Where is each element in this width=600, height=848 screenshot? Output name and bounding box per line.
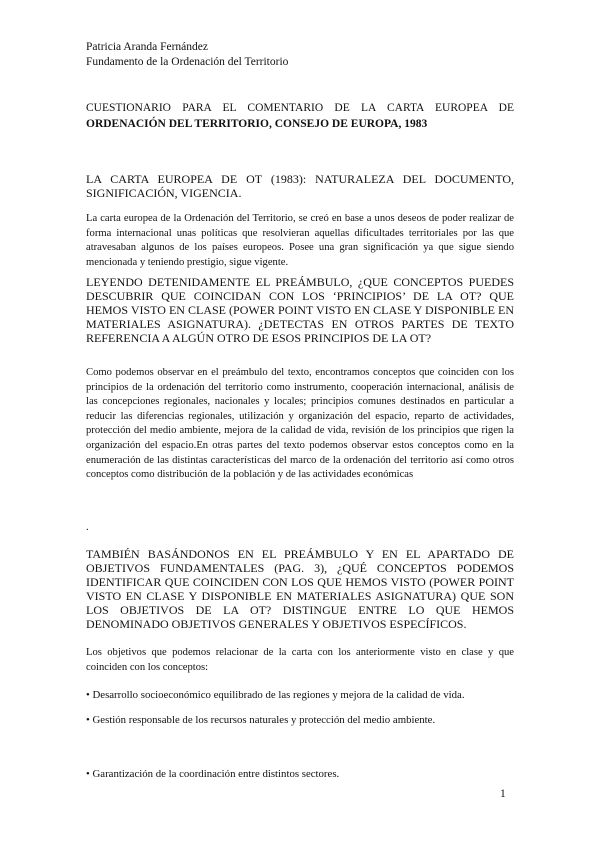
answer-2: Como podemos observar en el preámbulo del texto, encontramos conceptos que coinciden con los principios de la ordenación del territorio como instrumento, cooperación internacional, análisis de las concepciones regionales, nacionales y locales; principios comunes destinados en particular a reducir las diferencias regionales, utilización y organización del espacio, reparto de actividades, protección del medio ambiente, mejora de la calidad de vida, revisión de los principios que rigen la organización del espacio.En otras partes del texto podemos observar estos conceptos como en la enumeración de las distintas características del marco de la ordenación del territorio así como otros conceptos como distribución de la población y de las actividades económicas xyxy=(86,367,514,481)
list-item: • Desarrollo socioeconómico equilibrado de las regiones y mejora de la calidad de vida. xyxy=(86,689,465,701)
document-title xyxy=(86,100,514,132)
title-line-1: CUESTIONARIO PARA EL COMENTARIO DE LA CARTA EUROPEA DE xyxy=(86,102,514,114)
question-2: LEYENDO DETENIDAMENTE EL PREÁMBULO, ¿QUE CONCEPTOS PUEDES DESCUBRIR QUE COINCIDAN CON LOS ‘PRINCIPIOS’ DE LA OT? QUE HEMOS VISTO EN CLASE (POWER POINT VISTO EN CLASE Y DISPONIBLE EN MATERIALES ASIGNATURA). ¿DETECTAS EN OTROS PARTES DE TEXTO REFERENCIA A ALGÚN OTRO DE ESOS PRINCIPIOS DE LA OT? xyxy=(86,275,514,345)
page-number: 1 xyxy=(500,788,506,800)
answer-3-intro: Los objetivos que podemos relacionar de la carta con los anteriormente visto en clase y que coinciden con los conceptos: xyxy=(86,647,514,673)
answer-1: La carta europea de la Ordenación del Territorio, se creó en base a unos deseos de poder realizar de forma internacional unas políticas que resolvieran aquellas dificultades territoriales por las que atravesaban algunos de los países europeos. Posee una gran significación ya que sigue siendo mencionada y teniendo prestigio, sigue vigente. xyxy=(86,213,514,268)
course-name: Fundamento de la Ordenación del Territorio xyxy=(86,56,289,68)
answer-2-trailing-mark: . xyxy=(86,522,89,533)
document-header xyxy=(86,40,514,70)
title-line-2: ORDENACIÓN DEL TERRITORIO, CONSEJO DE EUROPA, 1983 xyxy=(86,118,428,130)
list-item: • Gestión responsable de los recursos naturales y protección del medio ambiente. xyxy=(86,714,436,726)
list-item: • Garantización de la coordinación entre distintos sectores. xyxy=(86,768,340,780)
question-3: TAMBIÉN BASÁNDONOS EN EL PREÁMBULO Y EN EL APARTADO DE OBJETIVOS FUNDAMENTALES (PAG. 3), ¿QUÉ CONCEPTOS PODEMOS IDENTIFICAR QUE COINCIDEN CON LOS QUE HEMOS VISTO (POWER POINT VISTO EN CLASE Y DISPONIBLE EN MATERIALES ASIGNATURA) QUE SON LOS OBJETIVOS DE LA OT? DISTINGUE ENTRE LO QUE HEMOS DENOMINADO OBJETIVOS GENERALES Y OBJETIVOS ESPECÍFICOS. xyxy=(86,547,514,631)
question-1: LA CARTA EUROPEA DE OT (1983): NATURALEZA DEL DOCUMENTO, SIGNIFICACIÓN, VIGENCIA. xyxy=(86,172,514,200)
author-name: Patricia Aranda Fernández xyxy=(86,41,208,53)
